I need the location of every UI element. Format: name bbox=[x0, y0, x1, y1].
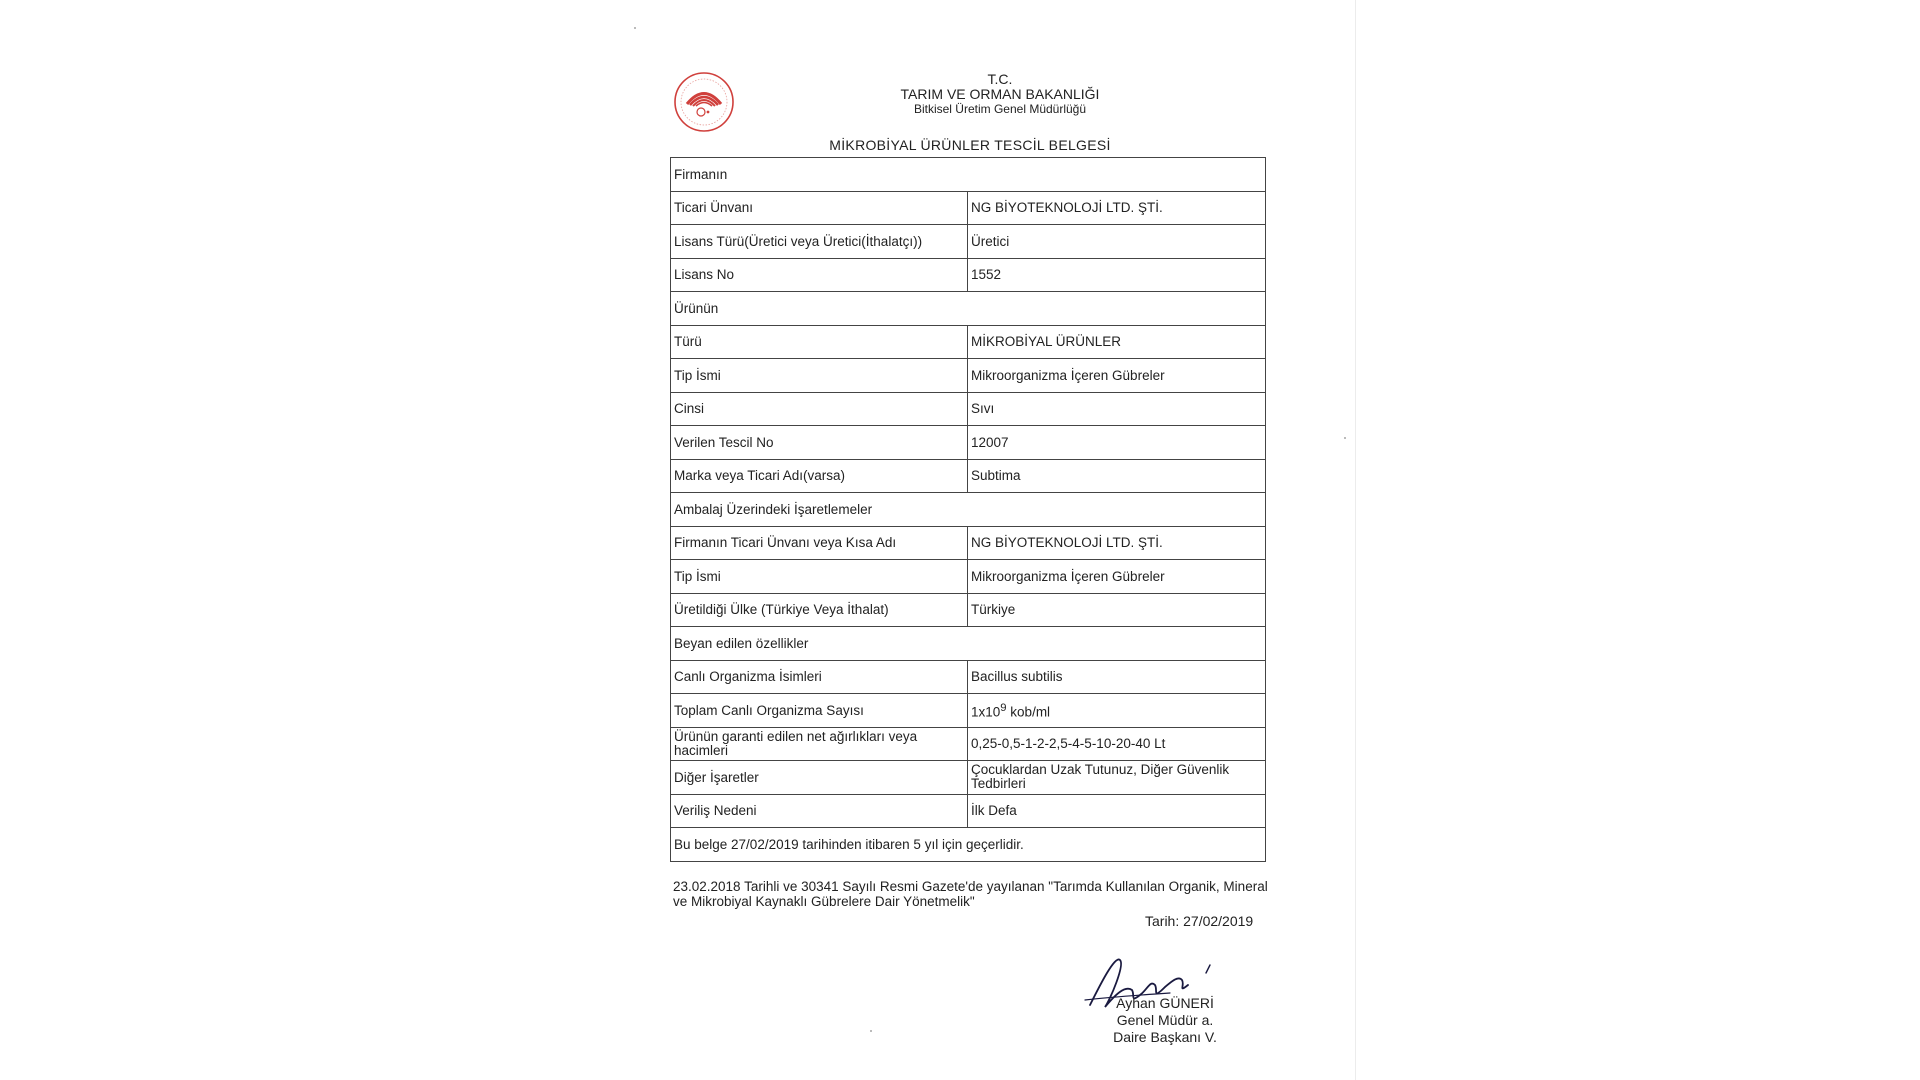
validity-statement: Bu belge 27/02/2019 tarihinden itibaren 5 yıl için geçerlidir. bbox=[671, 828, 1266, 862]
row-value-organism-count bbox=[968, 694, 1266, 728]
row-value: Mikroorganizma İçeren Gübreler bbox=[968, 359, 1266, 393]
row-label: Marka veya Ticari Adı(varsa) bbox=[671, 459, 968, 493]
table-row bbox=[671, 426, 1266, 460]
table-row bbox=[671, 560, 1266, 594]
table-row bbox=[671, 191, 1266, 225]
scan-speck bbox=[634, 27, 636, 29]
table-row bbox=[671, 794, 1266, 828]
row-value: 12007 bbox=[968, 426, 1266, 460]
table-row bbox=[671, 526, 1266, 560]
certificate-page bbox=[605, 0, 1356, 1080]
scan-speck bbox=[870, 1030, 872, 1032]
section-firm: Firmanın bbox=[671, 158, 1266, 192]
row-value: İlk Defa bbox=[968, 794, 1266, 828]
table-row bbox=[671, 258, 1266, 292]
table-section-row bbox=[671, 493, 1266, 527]
row-label: Toplam Canlı Organizma Sayısı bbox=[671, 694, 968, 728]
certificate-table bbox=[670, 157, 1266, 862]
row-value: Üretici bbox=[968, 225, 1266, 259]
header-tc: T.C. bbox=[987, 71, 1013, 87]
row-value: MİKROBİYAL ÜRÜNLER bbox=[968, 325, 1266, 359]
row-value: 1552 bbox=[968, 258, 1266, 292]
row-value: Mikroorganizma İçeren Gübreler bbox=[968, 560, 1266, 594]
row-label: Diğer İşaretler bbox=[671, 761, 968, 795]
table-row bbox=[671, 325, 1266, 359]
ministry-emblem-logo bbox=[673, 71, 735, 133]
document-header bbox=[735, 72, 1265, 117]
row-label: Canlı Organizma İsimleri bbox=[671, 660, 968, 694]
signer-name: Ayhan GÜNERİ bbox=[1116, 995, 1214, 1011]
table-row bbox=[671, 761, 1266, 795]
row-value: NG BİYOTEKNOLOJİ LTD. ŞTİ. bbox=[968, 526, 1266, 560]
signer-block bbox=[1085, 995, 1245, 1046]
table-row bbox=[671, 225, 1266, 259]
table-row bbox=[671, 727, 1266, 761]
row-label: Türü bbox=[671, 325, 968, 359]
header-department: Bitkisel Üretim Genel Müdürlüğü bbox=[913, 102, 1087, 116]
row-label: Lisans No bbox=[671, 258, 968, 292]
row-value: Türkiye bbox=[968, 593, 1266, 627]
table-row bbox=[671, 660, 1266, 694]
count-exponent: 9 bbox=[1000, 701, 1007, 714]
row-value: Sıvı bbox=[968, 392, 1266, 426]
table-row bbox=[671, 593, 1266, 627]
table-section-row bbox=[671, 627, 1266, 661]
section-declared: Beyan edilen özellikler bbox=[671, 627, 1266, 661]
count-unit: kob/ml bbox=[1006, 704, 1051, 719]
table-row bbox=[671, 359, 1266, 393]
row-value: Çocuklardan Uzak Tutunuz, Diğer Güvenlik Tedbirleri bbox=[968, 761, 1266, 795]
row-label: Ticari Ünvanı bbox=[671, 191, 968, 225]
row-label: Firmanın Ticari Ünvanı veya Kısa Adı bbox=[671, 526, 968, 560]
row-label: Tip İsmi bbox=[671, 560, 968, 594]
row-value: NG BİYOTEKNOLOJİ LTD. ŞTİ. bbox=[968, 191, 1266, 225]
section-product: Ürünün bbox=[671, 292, 1266, 326]
row-label: Tip İsmi bbox=[671, 359, 968, 393]
header-ministry: TARIM VE ORMAN BAKANLIĞI bbox=[900, 86, 1100, 102]
row-label: Veriliş Nedeni bbox=[671, 794, 968, 828]
signer-title: Genel Müdür a. bbox=[1116, 1012, 1214, 1028]
table-row bbox=[671, 459, 1266, 493]
table-row bbox=[671, 392, 1266, 426]
row-value: 0,25-0,5-1-2-2,5-4-5-10-20-40 Lt bbox=[968, 727, 1266, 761]
row-value: Bacillus subtilis bbox=[968, 660, 1266, 694]
row-value: Subtima bbox=[968, 459, 1266, 493]
count-base: 1x10 bbox=[971, 704, 1001, 719]
table-section-row bbox=[671, 828, 1266, 862]
issue-date: Tarih: 27/02/2019 bbox=[1145, 913, 1254, 929]
row-label: Cinsi bbox=[671, 392, 968, 426]
table-section-row bbox=[671, 292, 1266, 326]
signer-title: Daire Başkanı V. bbox=[1113, 1029, 1217, 1045]
row-label: Verilen Tescil No bbox=[671, 426, 968, 460]
table-section-row bbox=[671, 158, 1266, 192]
document-title: MİKROBİYAL ÜRÜNLER TESCİL BELGESİ bbox=[829, 137, 1111, 153]
row-label: Üretildiği Ülke (Türkiye Veya İthalat) bbox=[671, 593, 968, 627]
row-label: Lisans Türü(Üretici veya Üretici(İthalatçı)) bbox=[671, 225, 968, 259]
section-packaging: Ambalaj Üzerindeki İşaretlemeler bbox=[671, 493, 1266, 527]
table-row bbox=[671, 694, 1266, 728]
regulation-note: 23.02.2018 Tarihli ve 30341 Sayılı Resmi Gazete'de yayılanan "Tarımda Kullanılan Organik, Mineral ve Mikrobiyal Kaynaklı Gübrelere Dair Yönetmelik" bbox=[673, 879, 1268, 909]
scan-speck bbox=[1344, 437, 1346, 439]
row-label: Ürünün garanti edilen net ağırlıkları veya hacimleri bbox=[671, 727, 968, 761]
